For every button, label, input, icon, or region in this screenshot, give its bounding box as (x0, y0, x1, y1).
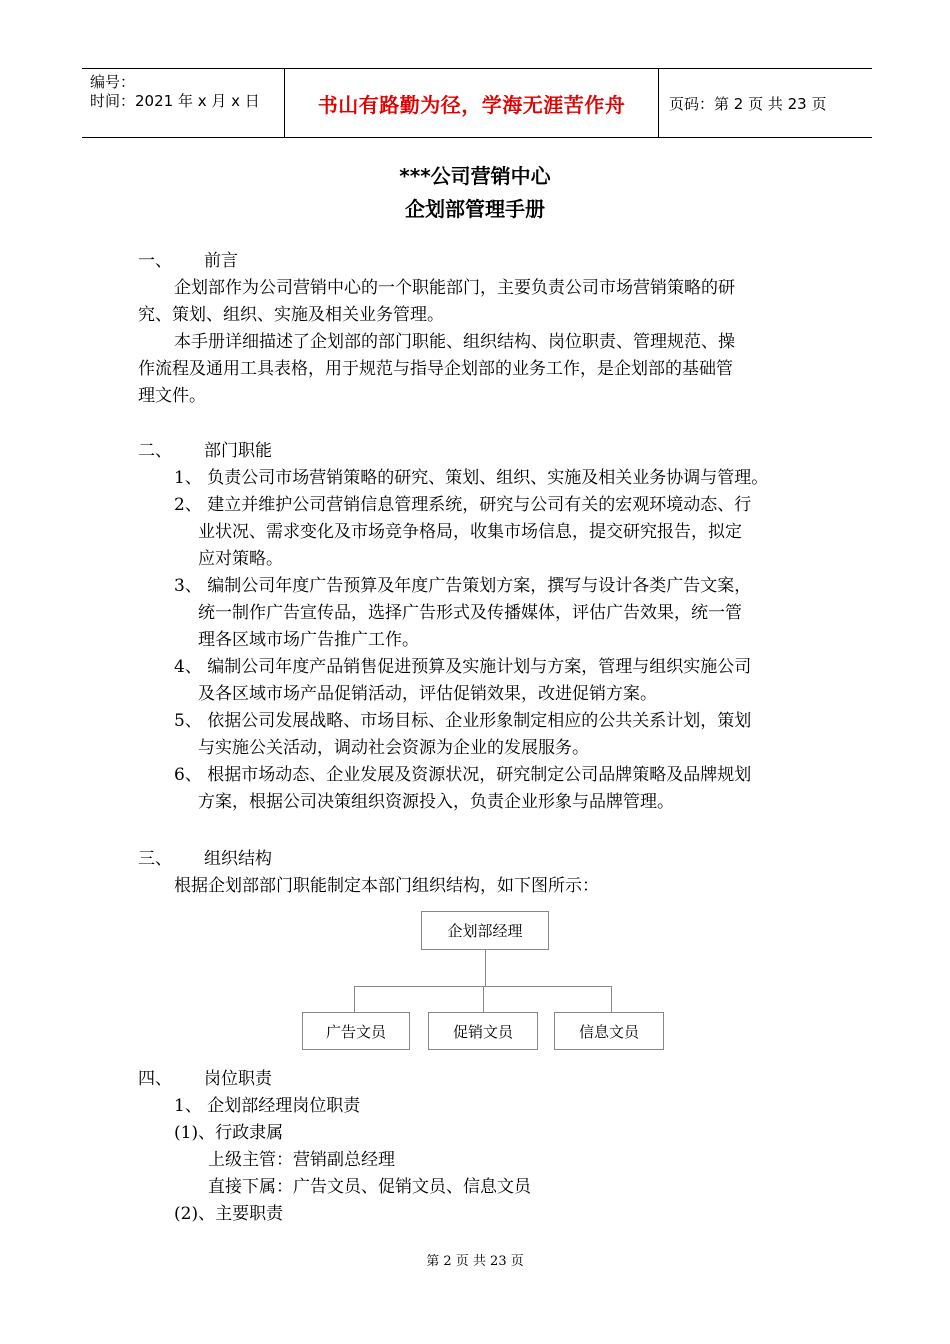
s2-list-item: 1、 负责公司市场营销策略的研究、策划、组织、实施及相关业务协调与管理。 (174, 468, 769, 488)
header-number: 编号： (90, 73, 136, 91)
section-4-number: 四、 (138, 1069, 172, 1089)
s2-list-item-cont: 统一制作广告宣传品，选择广告形式及传播媒体，评估广告效果，统一管 (198, 603, 742, 623)
s2-list-item: 4、 编制公司年度产品销售促进预算及实施计划与方案，管理与组织实施公司 (174, 657, 752, 677)
s2-list-item: 3、 编制公司年度广告预算及年度广告策划方案，撰写与设计各类广告文案， (174, 576, 752, 596)
org-box-child: 广告文员 (302, 1012, 410, 1050)
org-connector (483, 986, 484, 1012)
s1-paragraph-line: 作流程及通用工具表格，用于规范与指导企划部的业务工作，是企划部的基础管 (138, 359, 733, 379)
section-3-title: 组织结构 (204, 849, 272, 869)
page-header (82, 68, 872, 138)
s2-list-item-cont: 及各区域市场产品促销活动，评估促销效果，改进促销方案。 (198, 684, 657, 704)
s4-subordinates: 直接下属：广告文员、促销文员、信息文员 (208, 1177, 531, 1197)
s3-intro: 根据企划部部门职能制定本部门组织结构，如下图所示： (174, 876, 599, 896)
s4-superior: 上级主管：营销副总经理 (208, 1150, 395, 1170)
org-connector (611, 986, 612, 1012)
header-time: 时间：2021 年 x 月 x 日 (90, 92, 260, 110)
org-connector (354, 986, 355, 1012)
section-3-number: 三、 (138, 849, 172, 869)
s2-list-item-cont: 应对策略。 (198, 549, 283, 569)
section-1-number: 一、 (138, 251, 172, 271)
s2-list-item-cont: 理各区域市场广告推广工作。 (198, 630, 419, 650)
s2-list-item-cont: 业状况、需求变化及市场竞争格局，收集市场信息，提交研究报告，拟定 (198, 522, 742, 542)
section-2-heading (138, 440, 272, 462)
section-2-title: 部门职能 (204, 441, 272, 461)
section-4-title: 岗位职责 (204, 1069, 272, 1089)
page-footer: 第 2 页 共 23 页 (426, 1254, 524, 1269)
org-box-child: 信息文员 (554, 1012, 664, 1050)
s4-item: (2)、主要职责 (174, 1204, 284, 1224)
doc-title-line2: 企划部管理手册 (405, 197, 545, 221)
header-meta (82, 69, 284, 137)
s4-subheading: 1、 企划部经理岗位职责 (174, 1096, 361, 1116)
section-3-heading (138, 848, 272, 870)
s2-list-item: 6、 根据市场动态、企业发展及资源状况，研究制定公司品牌策略及品牌规划 (174, 765, 752, 785)
org-connector (485, 950, 486, 986)
section-2-number: 二、 (138, 441, 172, 461)
header-page-info: 页码：第 2 页 共 23 页 (669, 94, 827, 113)
section-4-heading (138, 1068, 272, 1090)
s2-list-item-cont: 方案，根据公司决策组织资源投入，负责企业形象与品牌管理。 (198, 792, 674, 812)
s1-paragraph-line: 本手册详细描述了企划部的部门职能、组织结构、岗位职责、管理规范、操 (174, 332, 735, 352)
s4-item: (1)、行政隶属 (174, 1123, 284, 1143)
org-box-child: 促销文员 (428, 1012, 538, 1050)
s2-list-item-cont: 与实施公关活动，调动社会资源为企业的发展服务。 (198, 738, 589, 758)
s1-paragraph-line: 理文件。 (138, 386, 206, 406)
s2-list-item: 2、 建立并维护公司营销信息管理系统，研究与公司有关的宏观环境动态、行 (174, 495, 752, 515)
s2-list-item: 5、 依据公司发展战略、市场目标、企业形象制定相应的公共关系计划，策划 (174, 711, 752, 731)
header-motto-cell (284, 69, 659, 137)
doc-title-line1: ***公司营销中心 (399, 164, 551, 188)
s1-paragraph-line: 企划部作为公司营销中心的一个职能部门，主要负责公司市场营销策略的研 (174, 278, 735, 298)
section-1-title: 前言 (204, 251, 238, 271)
header-motto: 书山有路勤为径，学海无涯苦作舟 (317, 92, 626, 117)
s1-paragraph-line: 究、策划、组织、实施及相关业务管理。 (138, 305, 444, 325)
section-1-heading (138, 250, 238, 272)
org-box-manager: 企划部经理 (421, 911, 549, 950)
